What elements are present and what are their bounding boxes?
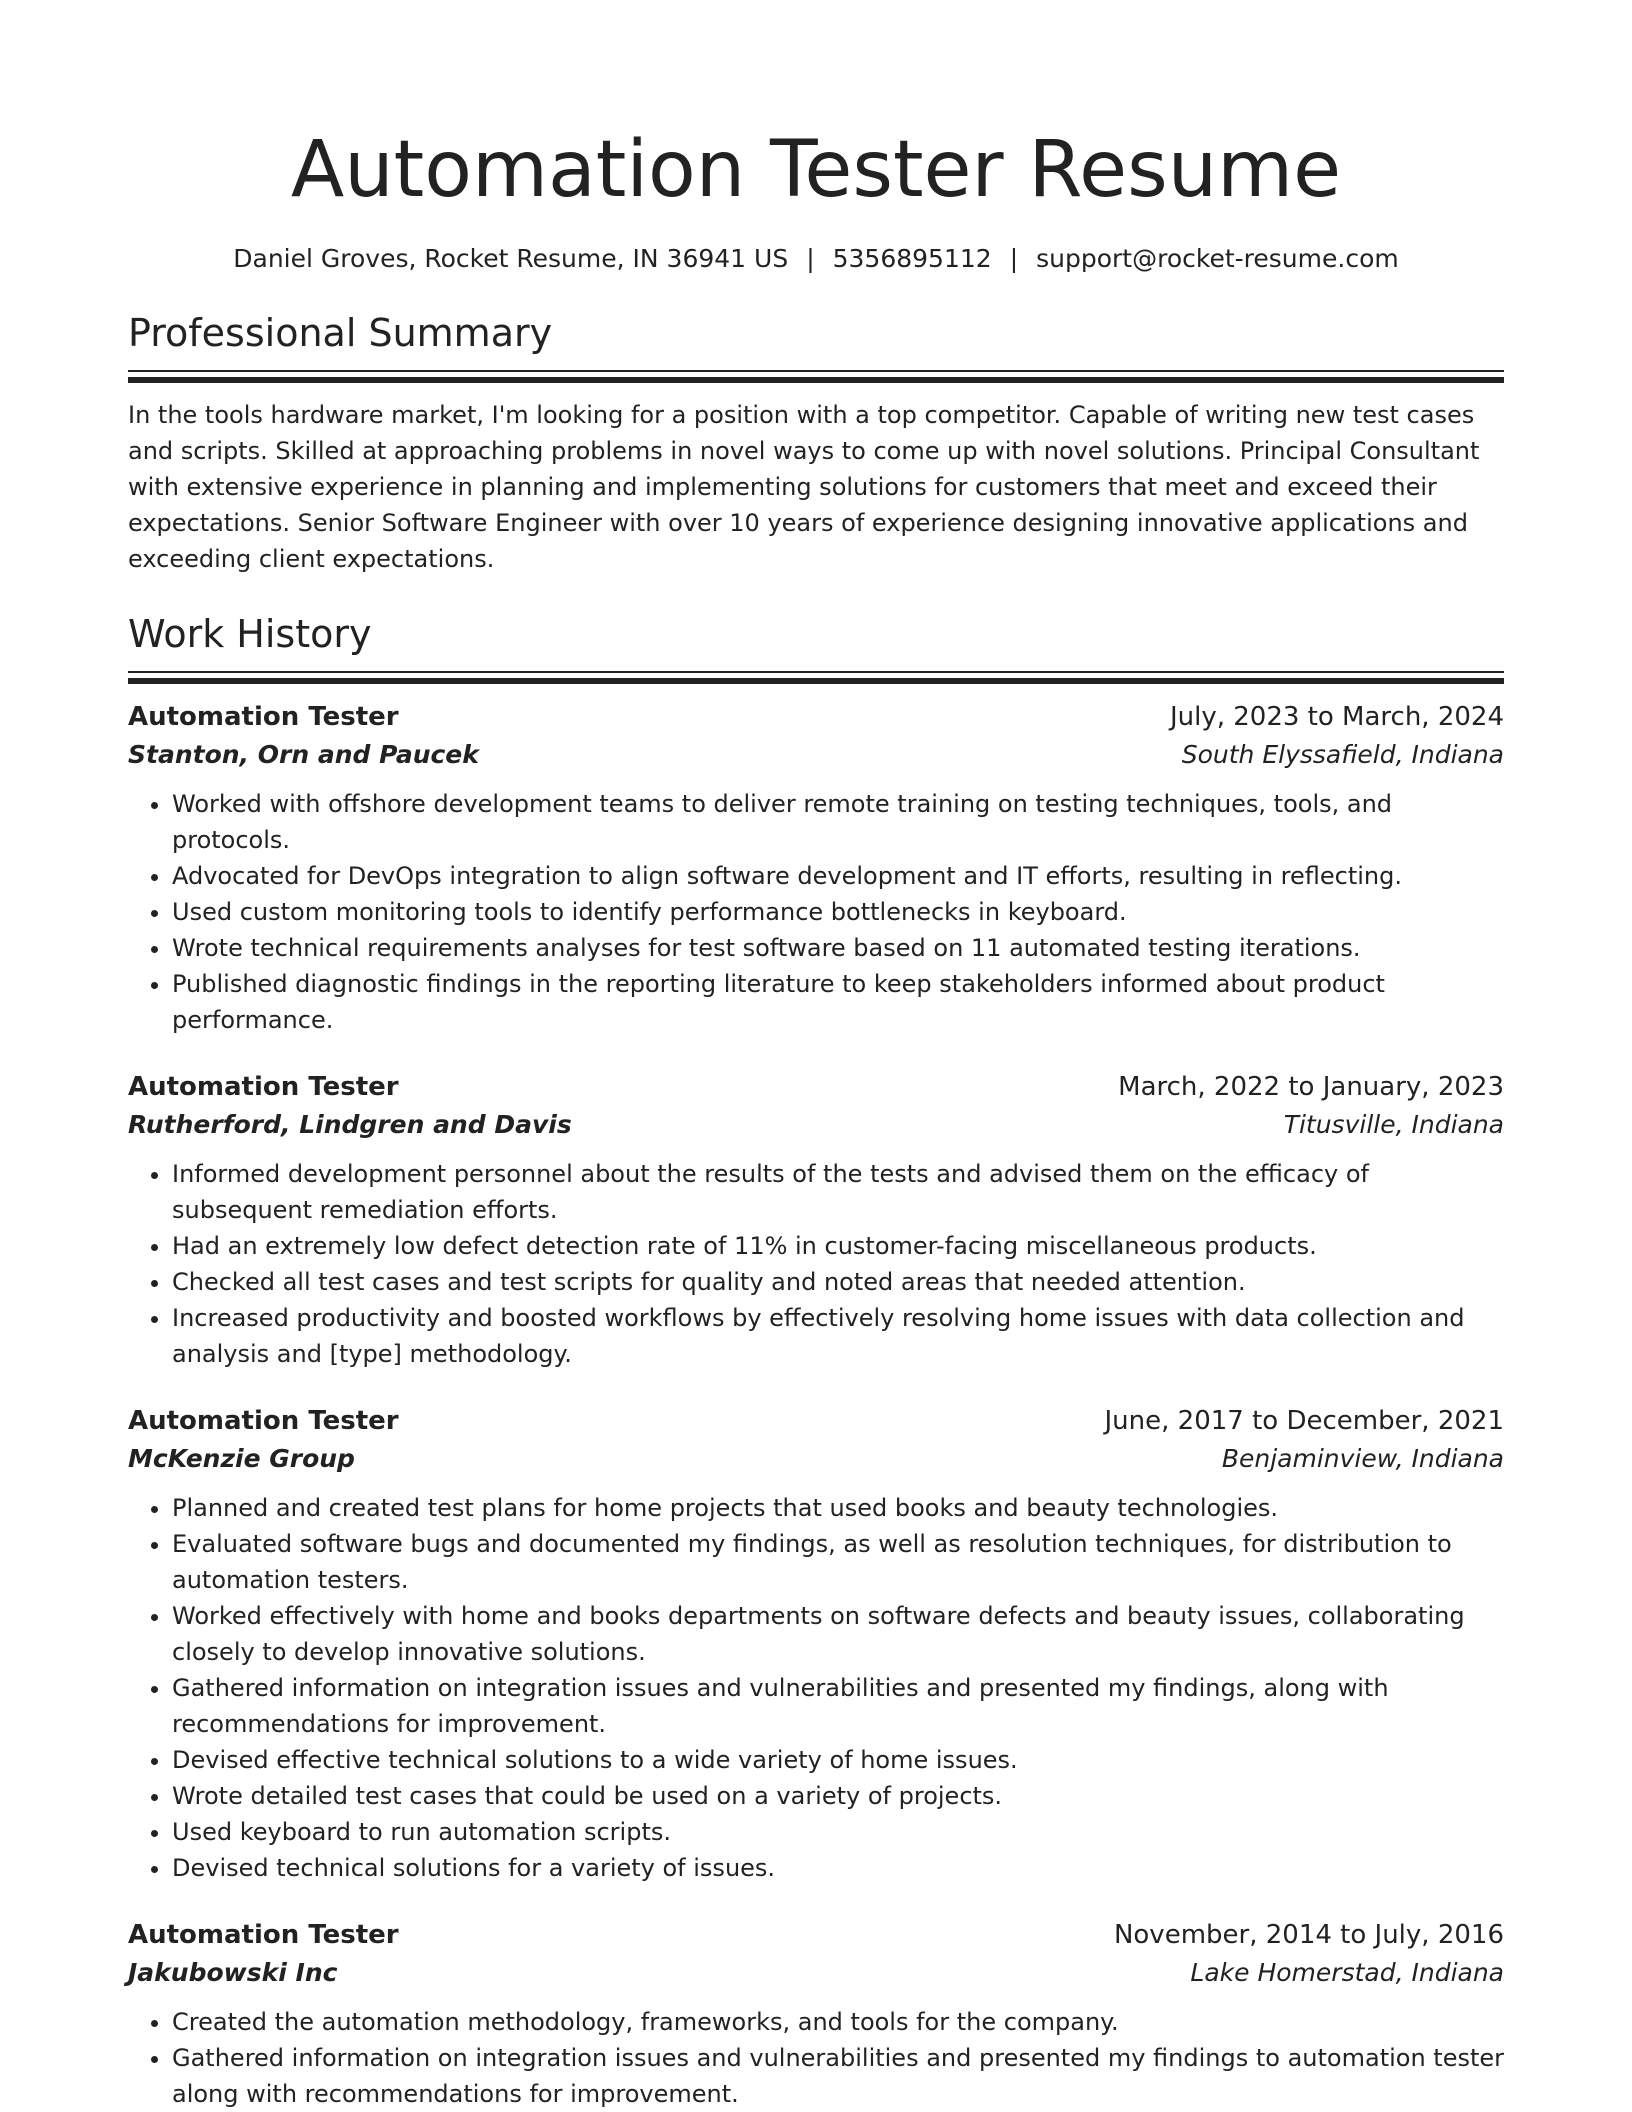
job-title: Automation Tester bbox=[128, 1072, 399, 1102]
section-heading-work-history: Work History bbox=[128, 612, 372, 656]
job-bullet: • Devised technical solutions for a variety of issues. bbox=[172, 1850, 1504, 1886]
job-bullet: • Devised effective technical solutions to a wide variety of home issues. bbox=[172, 1742, 1504, 1778]
job-subheader-row bbox=[128, 736, 1504, 774]
job-dates: July, 2023 to March, 2024 bbox=[1169, 702, 1504, 732]
job-bullet: • Published diagnostic findings in the reporting literature to keep stakeholders informed about product performance. bbox=[172, 966, 1504, 1038]
job-company: Rutherford, Lindgren and Davis bbox=[128, 1110, 572, 1139]
section-divider-thin bbox=[128, 370, 1504, 372]
contact-phone: 5356895112 bbox=[832, 244, 992, 273]
job-title: Automation Tester bbox=[128, 1406, 399, 1436]
job-bullet: • Worked effectively with home and books departments on software defects and beauty issues, collaborating closely to develop innovative solutions. bbox=[172, 1598, 1504, 1670]
job-bullet: • Worked with offshore development teams to deliver remote training on testing techniques, tools, and protocols. bbox=[172, 786, 1504, 858]
job-bullet: • Had an extremely low defect detection rate of 11% in customer-facing miscellaneous products. bbox=[172, 1228, 1504, 1264]
job-dates: November, 2014 to July, 2016 bbox=[1113, 1920, 1504, 1950]
job-entry bbox=[128, 698, 1504, 1038]
job-bullet: • Planned and created test plans for home projects that used books and beauty technologies. bbox=[172, 1490, 1504, 1526]
job-company: McKenzie Group bbox=[128, 1444, 355, 1473]
resume-title: Automation Tester Resume bbox=[290, 125, 1342, 215]
summary-text: In the tools hardware market, I'm looking for a position with a top competitor. Capable of writing new test cases and scripts. Skilled at approaching problems in novel ways to come up with novel solutions. Principal Consultant with extensive experience in planning and implementing solutions for customers that meet and exceed their expectations. Senior Software Engineer with over 10 years of experience designing innovative applications and exceeding client expectations. bbox=[128, 401, 1480, 573]
job-location: Lake Homerstad, Indiana bbox=[1190, 1958, 1504, 1987]
job-bullet-list bbox=[128, 786, 1504, 1038]
job-title: Automation Tester bbox=[128, 1920, 399, 1950]
job-bullet-list bbox=[128, 1156, 1504, 1372]
section-divider-thick bbox=[128, 377, 1504, 383]
job-dates: March, 2022 to January, 2023 bbox=[1118, 1072, 1504, 1102]
job-company: Stanton, Orn and Paucek bbox=[128, 740, 479, 769]
contact-email: support@rocket-resume.com bbox=[1036, 244, 1399, 273]
job-header-row bbox=[128, 698, 1504, 736]
job-subheader-row bbox=[128, 1954, 1504, 1992]
job-subheader-row bbox=[128, 1440, 1504, 1478]
contact-name-location: Daniel Groves, Rocket Resume, IN 36941 US bbox=[233, 244, 789, 273]
job-header-row bbox=[128, 1916, 1504, 1954]
work-history-section bbox=[128, 609, 1504, 2112]
contact-separator: | bbox=[1009, 244, 1019, 273]
job-bullet: • Advocated for DevOps integration to align software development and IT efforts, resulting in reflecting. bbox=[172, 858, 1504, 894]
job-location: Benjaminview, Indiana bbox=[1221, 1444, 1504, 1473]
contact-line bbox=[128, 242, 1504, 276]
job-bullet: • Wrote detailed test cases that could be used on a variety of projects. bbox=[172, 1778, 1504, 1814]
job-bullet: • Used custom monitoring tools to identify performance bottlenecks in keyboard. bbox=[172, 894, 1504, 930]
job-header-row bbox=[128, 1068, 1504, 1106]
resume-page bbox=[128, 0, 1504, 2112]
job-bullet: • Gathered information on integration issues and vulnerabilities and presented my findings, along with recommendations for improvement. bbox=[172, 1670, 1504, 1742]
job-bullet: • Created the automation methodology, frameworks, and tools for the company. bbox=[172, 2004, 1504, 2040]
job-bullet: • Informed development personnel about the results of the tests and advised them on the efficacy of subsequent remediation efforts. bbox=[172, 1156, 1504, 1228]
job-bullet: • Wrote technical requirements analyses for test software based on 11 automated testing iterations. bbox=[172, 930, 1504, 966]
contact-separator: | bbox=[806, 244, 815, 273]
job-bullet: • Evaluated software bugs and documented my findings, as well as resolution techniques, for distribution to automation testers. bbox=[172, 1526, 1504, 1598]
job-entry bbox=[128, 1916, 1504, 2112]
job-bullet: • Increased productivity and boosted workflows by effectively resolving home issues with data collection and analysis and [type] methodology. bbox=[172, 1300, 1504, 1372]
section-divider-thick bbox=[128, 678, 1504, 684]
job-bullet-list bbox=[128, 2004, 1504, 2112]
job-subheader-row bbox=[128, 1106, 1504, 1144]
job-location: Titusville, Indiana bbox=[1283, 1110, 1504, 1139]
job-company: Jakubowski Inc bbox=[128, 1958, 338, 1987]
job-entry bbox=[128, 1068, 1504, 1372]
job-bullet: • Used keyboard to run automation scripts. bbox=[172, 1814, 1504, 1850]
job-bullet-list bbox=[128, 1490, 1504, 1886]
job-header-row bbox=[128, 1402, 1504, 1440]
job-title: Automation Tester bbox=[128, 702, 399, 732]
section-heading-summary: Professional Summary bbox=[128, 311, 553, 355]
job-bullet: • Gathered information on integration issues and vulnerabilities and presented my findings to automation tester along with recommendations for improvement. bbox=[172, 2040, 1504, 2112]
job-bullet: • Checked all test cases and test scripts for quality and noted areas that needed attention. bbox=[172, 1264, 1504, 1300]
job-entry bbox=[128, 1402, 1504, 1886]
job-dates: June, 2017 to December, 2021 bbox=[1104, 1406, 1504, 1436]
section-divider-thin bbox=[128, 671, 1504, 673]
professional-summary-section bbox=[128, 308, 1504, 577]
job-location: South Elyssafield, Indiana bbox=[1181, 740, 1504, 769]
